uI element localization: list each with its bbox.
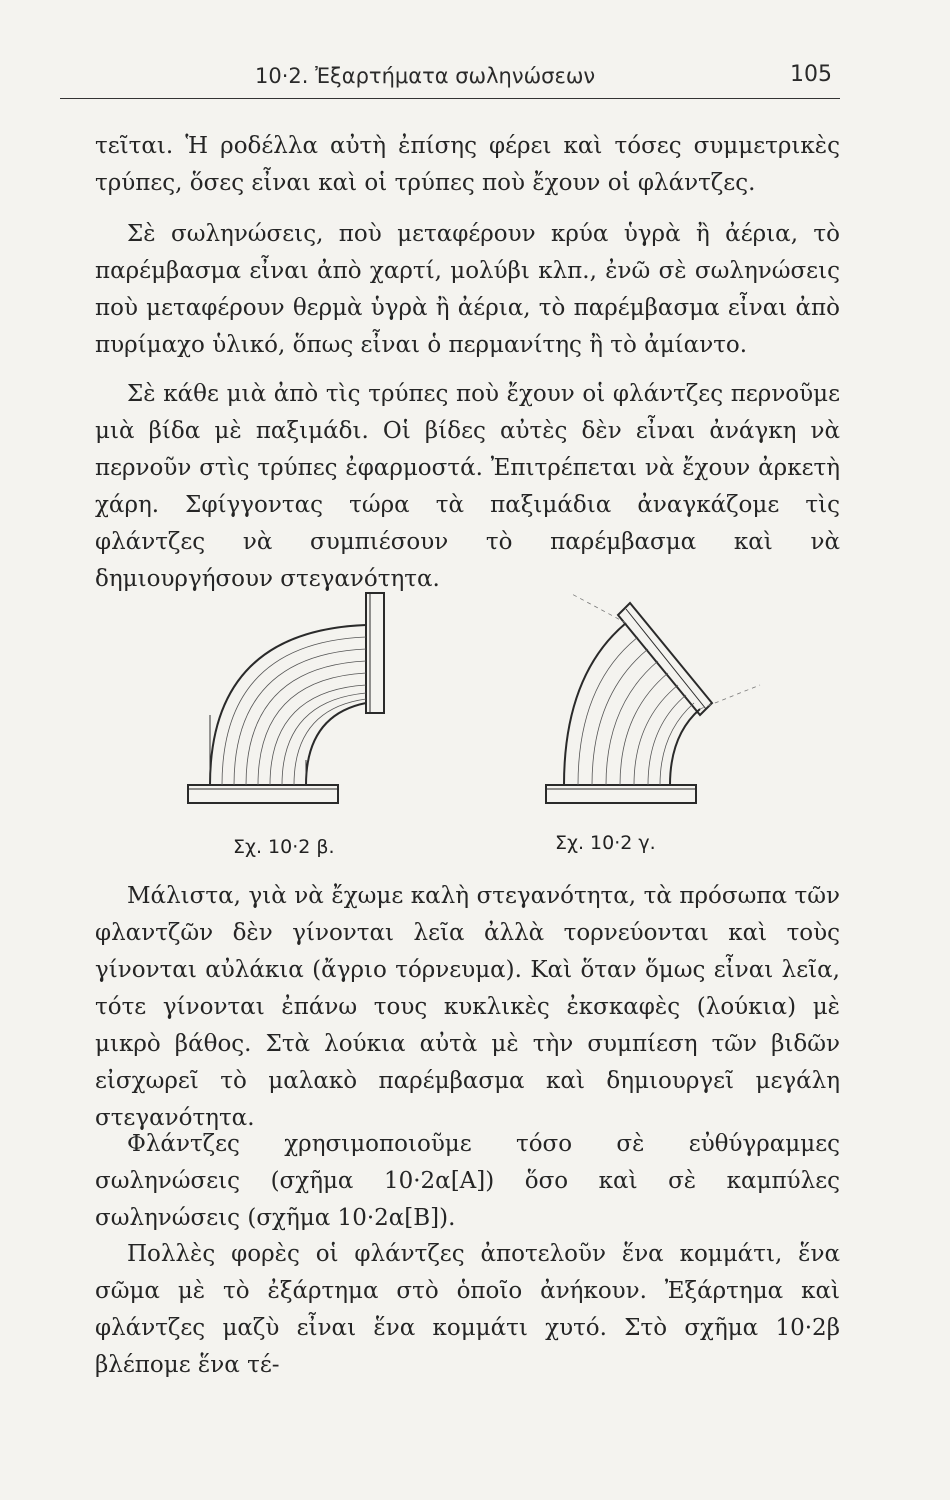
- running-header: [60, 58, 840, 99]
- paragraph-bolts: Σὲ κάθε μιὰ ἀπὸ τὶς τρύπες ποὺ ἔχουν οἱ φλάντζες περνοῦμε μιὰ βίδα μὲ παξιμάδι. Οἱ βίδες αὐτὲς δὲν εἶναι ἀνάγκη νὰ περνοῦν στὶς τρύπες ἐφαρμοστά. Ἐπιτρέπεται νὰ ἔχουν ἀρκετὴ χάρη. Σφίγγοντας τώρα τὰ παξιμάδια ἀναγκάζομε τὶς φλάντζες νὰ συμπιέσουν τὸ παρέμβασμα καὶ νὰ δημιουργήσουν στεγανότητα.: [95, 381, 840, 592]
- paragraph-flange-faces: Μάλιστα, γιὰ νὰ ἔχωμε καλὴ στεγανότητα, τὰ πρόσωπα τῶν φλαντζῶν δὲν γίνονται λεῖα ἀλλὰ τορνεύονται καὶ τοὺς γίνονται αὐλάκια (ἄγριο τόρνευμα). Καὶ ὅταν ὅμως εἶναι λεῖα, τότε γίνονται ἐπάνω τους κυκλικὲς ἐκσκαφὲς (λούκια) μὲ μικρὸ βάθος. Στὰ λούκια αὐτὰ μὲ τὴν συμπίεση τῶν βιδῶν εἰσχωρεῖ τὸ μαλακὸ παρέμβασμα καὶ δημιουργεῖ μεγάλη στεγανότητα.: [95, 883, 840, 1131]
- header-title: 10·2. Ἐξαρτήματα σωληνώσεων: [255, 64, 596, 88]
- figure-caption-elbow-90: Σχ. 10·2 β.: [233, 836, 335, 858]
- paragraph-cast-fittings: Πολλὲς φορὲς οἱ φλάντζες ἀποτελοῦν ἕνα κομμάτι, ἕνα σῶμα μὲ τὸ ἐξάρτημα στὸ ὁποῖο ἀνήκουν. Ἐξάρτημα καὶ φλάντζες μαζὺ εἶναι ἕνα κομμάτι χυτό. Στὸ σχῆμα 10·2β βλέπομε ἕνα τέ-: [95, 1241, 840, 1378]
- elbow-90-figure: [170, 585, 430, 815]
- paragraph-flange-usage: Φλάντζες χρησιμοποιοῦμε τόσο σὲ εὐθύγραμμες σωληνώσεις (σχῆμα 10·2α[Α]) ὅσο καὶ σὲ καμπύλες σωληνώσεις (σχῆμα 10·2α[Β]).: [95, 1131, 840, 1231]
- paragraph-continuation: τεῖται. Ἡ ροδέλλα αὐτὴ ἐπίσης φέρει καὶ τόσες συμμετρικὲς τρύπες, ὅσες εἶναι καὶ οἱ τρύπες ποὺ ἔχουν οἱ φλάντζες.: [95, 133, 840, 196]
- paragraph-gasket-materials: Σὲ σωληνώσεις, ποὺ μεταφέρουν κρύα ὑγρὰ ἢ ἀέρια, τὸ παρέμβασμα εἶναι ἀπὸ χαρτί, μολύβι κλπ., ἐνῶ σὲ σωληνώσεις ποὺ μεταφέρουν θερμὰ ὑγρὰ ἢ ἀέρια, τὸ παρέμβασμα εἶναι ἀπὸ πυρίμαχο ὑλικό, ὅπως εἶναι ὁ περμανίτης ἢ τὸ ἀμίαντο.: [95, 221, 840, 358]
- page-number: 105: [790, 62, 832, 87]
- figure-caption-elbow-45: Σχ. 10·2 γ.: [555, 832, 656, 854]
- elbow-45-figure: [530, 585, 790, 815]
